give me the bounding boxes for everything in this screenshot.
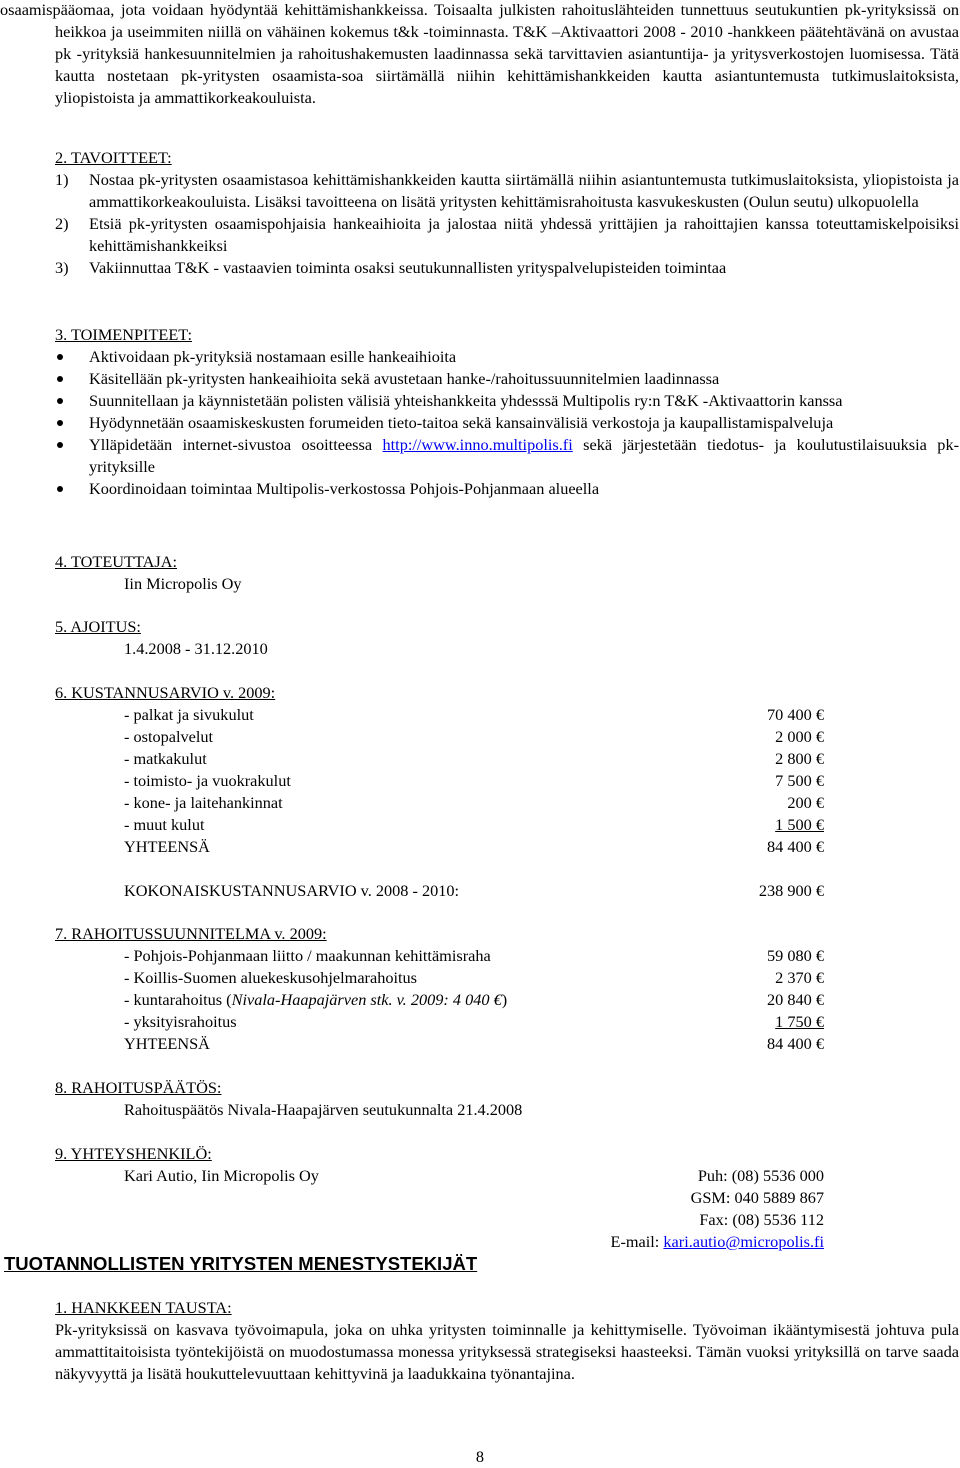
implementer-section	[55, 551, 959, 595]
project-title: TUOTANNOLLISTEN YRITYSTEN MENESTYSTEKIJÄT	[4, 1253, 478, 1274]
action-item	[55, 390, 959, 412]
funding-amount: 59 080 €	[767, 946, 824, 965]
goal-number: 3)	[55, 258, 69, 277]
contact-heading: 9. YHTEYSHENKILÖ:	[55, 1144, 212, 1163]
actions-section	[55, 324, 959, 500]
cost-amount: 7 500 €	[775, 771, 824, 790]
cost-total-label: YHTEENSÄ	[124, 837, 210, 856]
bullet-icon	[57, 376, 63, 382]
intro-paragraph	[0, 0, 959, 109]
background-text: Pk-yrityksissä on kasvava työvoimapula, joka on uhka yritysten toiminnalle ja kehittymiselle. Työvoiman ikääntymisestä johtuva pula ammattitaitoisista työntekijöistä on muodostumassa monessa yrityksessä strategiseksi haasteeksi. Tämän vuoksi yrityksillä on tarve saada näkyvyyttä ja lisätä houkuttelevuuttaan kehittyvinä ja laadukkaina työnantajina.	[55, 1320, 959, 1383]
contact-block	[124, 1165, 824, 1253]
goal-item	[55, 257, 959, 279]
goal-item	[55, 213, 959, 257]
intro-text: osaamispääomaa, jota voidaan hyödyntää kehittämishankkeissa. Toisaalta julkisten rahoituslähteiden tunnettuus seutukuntien pk-yrityksissä on heikkoa ja useimmiten niillä on vähäinen kokemus t&k -toiminnasta. T&K –Aktivaattori 2008 - 2010 -hankkeen päätehtävänä on avustaa pk -yrityksiä hankesuunnitelmien ja rahoitushakemusten laadinnassa sekä tarvittavien asiantuntija- ja yritysverkostojen luomisessa. Tätä kautta nostetaan pk-yritysten osaamista-soa siirtämällä niihin kehittämishankkeiden kautta asiantuntemusta tutkimuslaitoksista, yliopistoista ja ammattikorkeakouluista.	[0, 0, 959, 107]
overall-cost-label: KOKONAISKUSTANNUSARVIO v. 2008 - 2010:	[124, 881, 460, 900]
funding-amount: 2 370 €	[775, 968, 824, 987]
overall-cost-amount: 238 900 €	[758, 881, 824, 900]
website-link[interactable]: http://www.inno.multipolis.fi	[382, 435, 573, 454]
implementer-heading: 4. TOTEUTTAJA:	[55, 552, 178, 571]
table-row	[124, 1033, 824, 1055]
funding-label: - Pohjois-Pohjanmaan liitto / maakunnan kehittämisraha	[124, 946, 491, 965]
funding-label-end: )	[501, 990, 508, 1009]
decision-value: Rahoituspäätös Nivala-Haapajärven seutukunnalta 21.4.2008	[124, 1100, 523, 1119]
contact-email-label: E-mail:	[610, 1232, 664, 1251]
implementer-value: Iin Micropolis Oy	[124, 574, 242, 593]
page-number: 8	[475, 1447, 485, 1466]
contact-name: Kari Autio, Iin Micropolis Oy	[124, 1166, 319, 1185]
cost-total-amount: 84 400 €	[767, 837, 824, 856]
table-row	[124, 1011, 824, 1033]
funding-label-italic: Nivala-Haapajärven stk. v. 2009: 4 040 €	[231, 990, 502, 1009]
goals-heading: 2. TAVOITTEET:	[55, 148, 172, 167]
goal-text: Nostaa pk-yritysten osaamistasoa kehittämishankkeiden kautta siirtämällä niihin asiantuntemusta tutkimuslaitoksista, yliopistoista ja ammattikorkeakouluista. Lisäksi tavoitteena on lisätä yritysten kehittämisrahoitusta kasvukeskusten (Oulun seutu) ulkopuolella	[89, 170, 959, 211]
table-row	[124, 989, 824, 1011]
action-text: Koordinoidaan toimintaa Multipolis-verkostossa Pohjois-Pohjanmaan alueella	[89, 479, 600, 498]
funding-total-amount: 84 400 €	[767, 1034, 824, 1053]
cost-amount: 2 000 €	[775, 727, 824, 746]
contact-email-link[interactable]: kari.autio@micropolis.fi	[663, 1232, 824, 1251]
funding-label: - yksityisrahoitus	[124, 1012, 237, 1031]
table-row	[124, 770, 824, 792]
cost-label: - muut kulut	[124, 815, 205, 834]
cost-heading: 6. KUSTANNUSARVIO v. 2009:	[55, 683, 276, 702]
cost-amount: 200 €	[787, 793, 824, 812]
action-item	[55, 368, 959, 390]
goal-text: Vakiinnuttaa T&K - vastaavien toiminta osaksi seutukunnallisten yrityspalvelupisteiden toimintaa	[89, 258, 727, 277]
table-row	[124, 967, 824, 989]
funding-section	[55, 923, 959, 1055]
bullet-icon	[57, 420, 63, 426]
bullet-icon	[57, 442, 63, 448]
schedule-heading: 5. AJOITUS:	[55, 617, 141, 636]
table-row	[124, 792, 824, 814]
action-item	[55, 434, 959, 478]
cost-label: - matkakulut	[124, 749, 207, 768]
cost-label: - toimisto- ja vuokrakulut	[124, 771, 291, 790]
goal-item	[55, 169, 959, 213]
spacer-row	[124, 858, 824, 880]
goals-section	[55, 147, 959, 279]
contact-fax: Fax: (08) 5536 112	[699, 1210, 824, 1229]
funding-amount: 1 750 €	[775, 1012, 824, 1031]
bullet-icon	[57, 354, 63, 360]
action-text: Käsitellään pk-yritysten hankeaihioita sekä avustetaan hanke-/rahoitussuunnitelmien laadinnassa	[89, 369, 720, 388]
cost-amount: 2 800 €	[775, 749, 824, 768]
table-row	[124, 726, 824, 748]
funding-total-label: YHTEENSÄ	[124, 1034, 210, 1053]
table-row	[124, 704, 824, 726]
action-text-after: sekä järjestetään tiedotus- ja koulutustilaisuuksia pk-yrityksille	[89, 435, 960, 476]
funding-amount: 20 840 €	[767, 990, 824, 1009]
action-item	[55, 478, 959, 500]
contact-gsm: GSM: 040 5889 867	[690, 1188, 824, 1207]
cost-label: - ostopalvelut	[124, 727, 214, 746]
cost-label: - palkat ja sivukulut	[124, 705, 254, 724]
goals-list	[55, 169, 959, 279]
schedule-section	[55, 616, 959, 660]
table-row	[124, 814, 824, 836]
decision-heading: 8. RAHOITUSPÄÄTÖS:	[55, 1078, 222, 1097]
goal-number: 1)	[55, 170, 69, 189]
action-item	[55, 346, 959, 368]
bullet-icon	[57, 398, 63, 404]
cost-table	[124, 704, 824, 902]
decision-section	[55, 1077, 959, 1121]
action-text-before: Ylläpidetään internet-sivustoa osoitteessa	[89, 435, 383, 454]
actions-list	[55, 346, 959, 500]
contact-phone: Puh: (08) 5536 000	[697, 1166, 824, 1185]
goal-number: 2)	[55, 214, 69, 233]
action-text: Suunnitellaan ja käynnistetään polisten välisiä yhteishankkeita yhdesssä Multipolis ry:n T&K -Aktivaattorin kanssa	[89, 391, 843, 410]
cost-amount: 1 500 €	[775, 815, 824, 834]
action-item	[55, 412, 959, 434]
funding-label-group	[124, 989, 733, 1011]
actions-heading: 3. TOIMENPITEET:	[55, 325, 192, 344]
bullet-icon	[57, 486, 63, 492]
table-row	[124, 748, 824, 770]
funding-table	[124, 945, 824, 1055]
action-text: Aktivoidaan pk-yrityksiä nostamaan esille hankeaihioita	[89, 347, 457, 366]
funding-heading: 7. RAHOITUSSUUNNITELMA v. 2009:	[55, 924, 327, 943]
cost-amount: 70 400 €	[767, 705, 824, 724]
funding-label: - Koillis-Suomen aluekeskusohjelmarahoitus	[124, 968, 418, 987]
background-heading: 1. HANKKEEN TAUSTA:	[55, 1298, 232, 1317]
table-row	[124, 880, 824, 902]
background-section	[55, 1297, 959, 1385]
contact-email-line	[611, 1231, 825, 1253]
action-text: Hyödynnetään osaamiskeskusten forumeiden tieto-taitoa sekä kansainvälisiä verkostoja ja kaupallistamispalveluja	[89, 413, 834, 432]
table-row	[124, 836, 824, 858]
schedule-value: 1.4.2008 - 31.12.2010	[124, 639, 268, 658]
cost-label: - kone- ja laitehankinnat	[124, 793, 283, 812]
contact-info	[611, 1165, 825, 1253]
table-row	[124, 945, 824, 967]
cost-section	[55, 682, 959, 902]
goal-text: Etsiä pk-yritysten osaamispohjaisia hankeaihioita ja jalostaa niitä yhdessä yrittäjien ja rahoittajien kanssa toteuttamiskelpoisiksi kehittämishankkeiksi	[89, 214, 959, 255]
contact-section	[55, 1143, 959, 1253]
funding-label: - kuntarahoitus (	[124, 990, 232, 1009]
